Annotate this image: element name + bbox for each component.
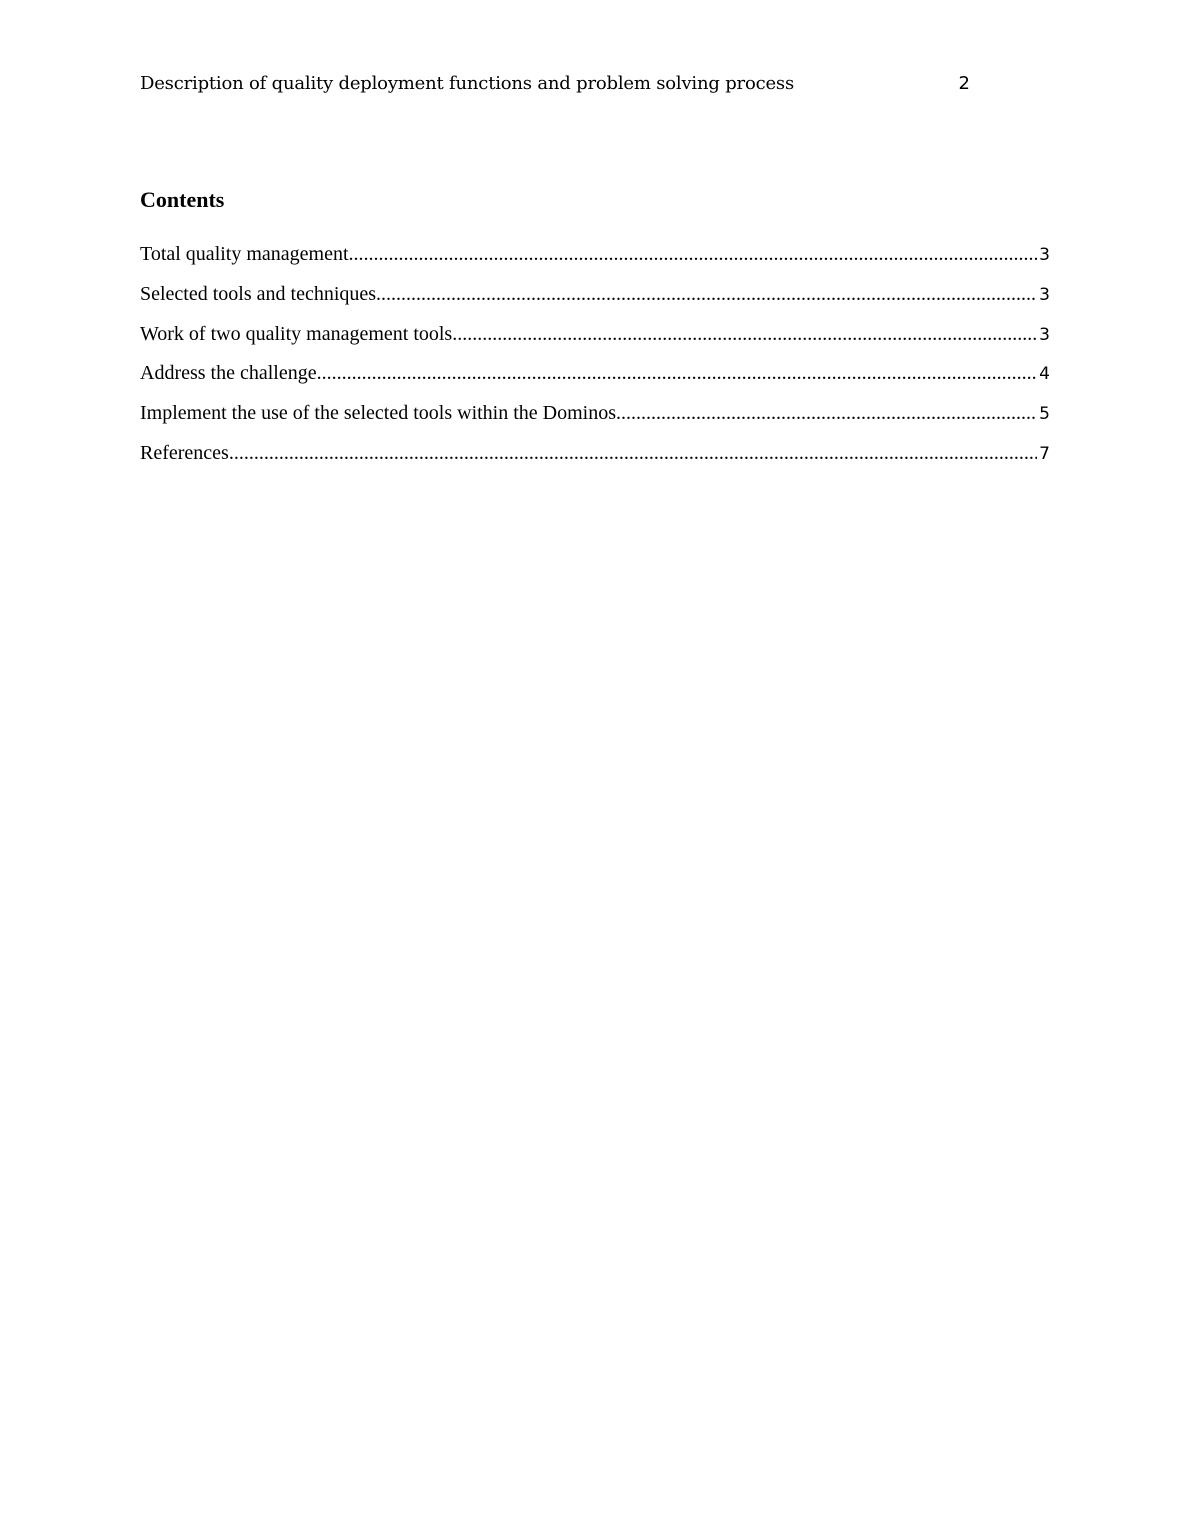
toc-entry-page[interactable]: 5: [1039, 404, 1050, 425]
toc-entry-page[interactable]: 3: [1039, 245, 1050, 265]
header-page-number: 2: [958, 73, 970, 94]
toc-entry-text[interactable]: Work of two quality management tools: [140, 322, 453, 345]
table-of-contents: [140, 240, 1050, 479]
toc-dot-leader: [349, 240, 1038, 268]
toc-entry-work-of-two-tools[interactable]: [140, 320, 1050, 360]
toc-heading: Contents: [140, 187, 225, 212]
toc-entry-total-quality-management[interactable]: [140, 240, 1050, 280]
header-title: Description of quality deployment functions and problem solving process: [140, 73, 794, 94]
toc-entry-text[interactable]: Total quality management: [140, 243, 349, 265]
toc-dot-leader: [616, 399, 1037, 427]
toc-entry-references[interactable]: [140, 439, 1050, 479]
running-header: [140, 70, 970, 98]
toc-entry-text[interactable]: Address the challenge: [140, 362, 317, 385]
toc-entry-page[interactable]: 3: [1039, 324, 1050, 345]
toc-entry-page[interactable]: 4: [1039, 364, 1050, 385]
toc-dot-leader: [229, 439, 1037, 467]
toc-dot-leader: [452, 320, 1037, 348]
toc-entry-page[interactable]: 7: [1039, 443, 1050, 464]
toc-dot-leader: [376, 280, 1037, 308]
toc-entry-address-the-challenge[interactable]: [140, 359, 1050, 399]
toc-entry-text[interactable]: References: [140, 441, 229, 464]
toc-entry-implement-tools[interactable]: [140, 399, 1050, 439]
toc-entry-selected-tools[interactable]: [140, 280, 1050, 320]
toc-entry-text[interactable]: Selected tools and techniques: [140, 282, 377, 305]
toc-entry-page[interactable]: 3: [1039, 284, 1050, 305]
toc-dot-leader: [317, 359, 1038, 387]
toc-entry-text[interactable]: Implement the use of the selected tools within the Dominos: [140, 402, 617, 425]
